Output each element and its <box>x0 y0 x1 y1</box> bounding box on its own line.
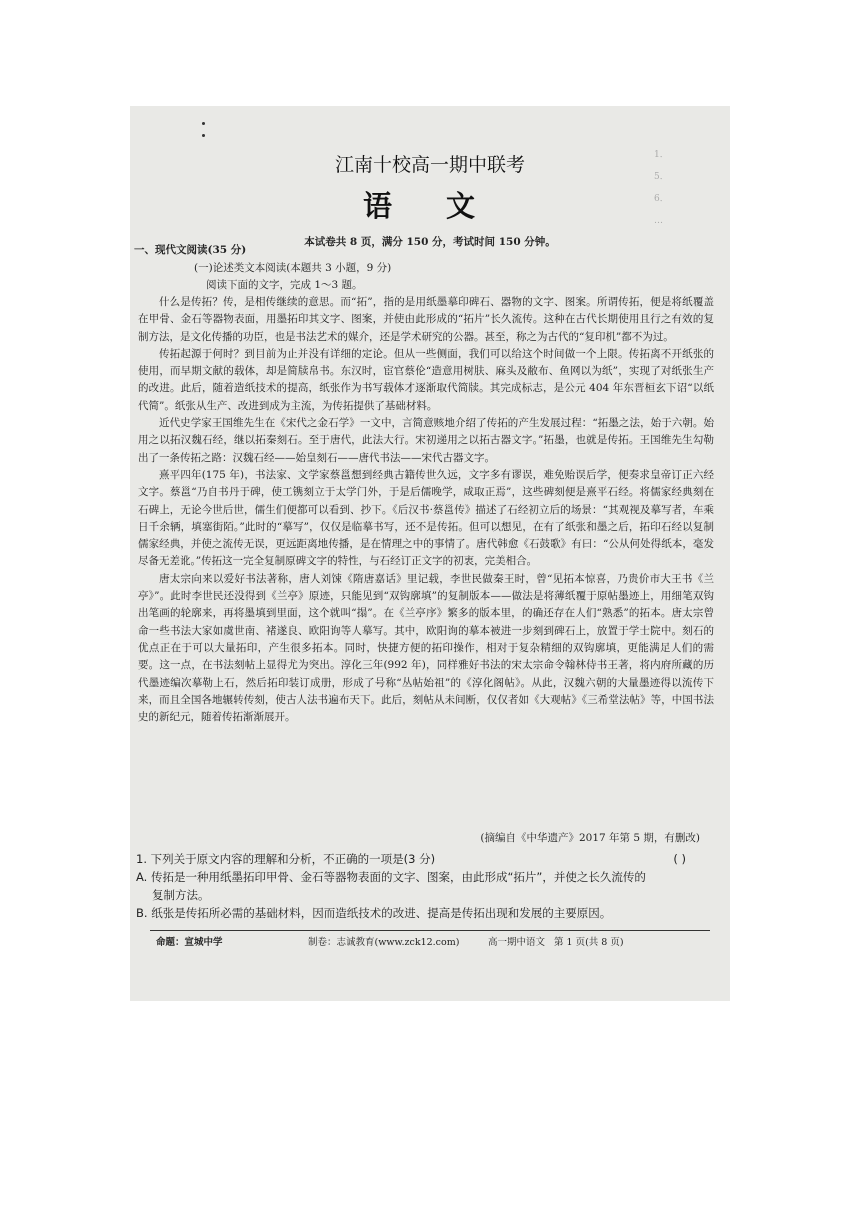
passage-paragraph: 什么是传拓？传，是相传继续的意思。而“拓”，指的是用纸墨摹印碑石、器物的文字、图案。所谓传拓，便是将纸覆盖在甲骨、金石等器物表面，用墨拓印其文字、图案，并使由此形成的“拓片”长久流传。这种在古代长期使用且行之有效的复制方法，是文化传播的功臣，也是书法艺术的媒介，还是学术研究的公器。甚至，称之为古代的“复印机”都不为过。 <box>138 296 714 343</box>
option-a <box>136 868 706 904</box>
option-b-text: B. 纸张是传拓所必需的基础材料，因而造纸技术的改进、提高是传拓出现和发展的主要原因。 <box>136 906 612 920</box>
option-a-text: A. 传拓是一种用纸墨拓印甲骨、金石等器物表面的文字、图案，由此形成“拓片”，并使之长久流传的 <box>136 870 646 884</box>
footer-divider <box>150 930 710 931</box>
exam-page <box>130 106 730 1001</box>
footer-producer: 制卷：志诚教育(www.zck12.com) <box>308 937 460 948</box>
question-stem-text: 1. 下列关于原文内容的理解和分析，不正确的一项是(3 分) <box>136 852 436 866</box>
option-b <box>136 904 706 922</box>
reading-passage <box>138 294 714 726</box>
reading-instruction: 阅读下面的文字，完成 1～3 题。 <box>206 279 363 291</box>
question-1-stem <box>136 850 706 868</box>
bleed-through-text: 1． 5． 6． … <box>654 150 669 226</box>
footer-setter: 命题：宣城中学 <box>156 937 223 948</box>
subject-title: 语 文 <box>362 189 498 223</box>
passage-paragraph: 近代史学家王国维先生在《宋代之金石学》一文中，言简意赅地介绍了传拓的产生发展过程：“拓墨之法，始于六朝。始用之以拓汉魏石经，继以拓秦刻石。至于唐代，此法大行。宋初递用之以拓古器文字。”拓墨，也就是传拓。王国维先生勾勒出了一条传拓之路：汉魏石经——始皇刻石——唐代书法——宋代古器文字。 <box>138 417 714 464</box>
answer-bracket: ( ) <box>673 852 686 866</box>
option-a-continuation: 复制方法。 <box>152 888 210 902</box>
passage-paragraph: 唐太宗向来以爱好书法著称，唐人刘𫗧《隋唐嘉话》里记载，李世民做秦王时，曾“见拓本惊喜，乃贵价市大王书《兰亭》”。此时李世民还没得到《兰亭》原迹，只能见到“双钩廓填”的复制版本——做法是将薄纸覆于原帖墨迹上，用细笔双钩出笔画的轮廓来，再将墨填到里面，这个就叫“搨”。在《兰亭序》繁多的版本里，的确还存在人们“熟悉”的拓本。唐太宗曾命一些书法大家如虞世南、褚遂良、欧阳询等人摹写。其中，欧阳询的摹本被进一步刻到碑石上，放置于学士院中。刻石的优点正在于可以大量拓印，产生很多拓本。同时，快捷方便的拓印操作，相对于复杂精细的双钩廓填，更能满足人们的需要。这一点，在书法刻帖上显得尤为突出。淳化三年(992 年)，同样雅好书法的宋太宗命令翰林侍书王著，将内府所藏的历代墨迹编次摹勒上石，然后拓印装订成册，形成了号称“丛帖始祖”的《淳化阁帖》。从此，汉魏六朝的大量墨迹得以流传下来，而且全国各地辗转传刻，使古人法书遍布天下。此后，刻帖从未间断，仅仅者如《大观帖》《三希堂法帖》等，中国书法史的新纪元，随着传拓渐渐展开。 <box>138 572 714 724</box>
passage-paragraph: 传拓起源于何时？到目前为止并没有详细的定论。但从一些侧面，我们可以给这个时间做一个上限。传拓离不开纸张的使用，而早期文献的载体，却是简牍帛书。东汉时，宦官蔡伦“造意用树肤、麻头及敝布、鱼网以为纸”，实现了对纸张生产的改进。此后，随着造纸技术的提高，纸张作为书写载体才逐渐取代简牍。其完成标志，是公元 404 年东晋桓玄下诏“以纸代简”。纸张从生产、改进到成为主流，为传拓提供了基础材料。 <box>138 347 714 412</box>
exam-info: 本试卷共 8 页，满分 150 分，考试时间 150 分钟。 <box>304 236 556 248</box>
exam-title: 江南十校高一期中联考 <box>334 154 525 176</box>
paper-speck <box>202 122 205 125</box>
section-heading: 一、现代文阅读(35 分) <box>134 244 247 256</box>
footer-course: 高一期中语文 <box>488 937 546 948</box>
passage-paragraph: 熹平四年(175 年)，书法家、文学家蔡邕想到经典古籍传世久远，文字多有谬误，难免贻误后学，便奏求皇帝订正六经文字。蔡邕“乃自书丹于碑，使工镌刻立于太学门外，于是后儒晚学，咸取正焉”，这些碑刻便是熹平石经。将儒家经典刻在石碑上，无论今世后世，儒生们便都可以看到、抄下。《后汉书·蔡邕传》描述了石经初立后的场景：“其观视及摹写者，车乘日千余辆，填塞街陌。”此时的“摹写”，仅仅是临摹书写，还不是传拓。但可以想见，在有了纸张和墨之后，拓印石经以复制儒家经典，并使之流传无误，更远距离地传播，是在情理之中的事情了。唐代韩愈《石鼓歌》有曰：“公从何处得纸本，毫发尽备无差讹。”传拓这一完全复制原碑文字的特性，与石经订正文字的初衷，完美相合。 <box>138 468 714 568</box>
paper-speck <box>202 134 205 137</box>
footer-page-number: 第 1 页(共 8 页) <box>554 937 624 948</box>
subsection-heading: (一)论述类文本阅读(本题共 3 小题，9 分) <box>194 262 392 274</box>
passage-source: (摘编自《中华遗产》2017 年第 5 期，有删改) <box>480 832 700 844</box>
